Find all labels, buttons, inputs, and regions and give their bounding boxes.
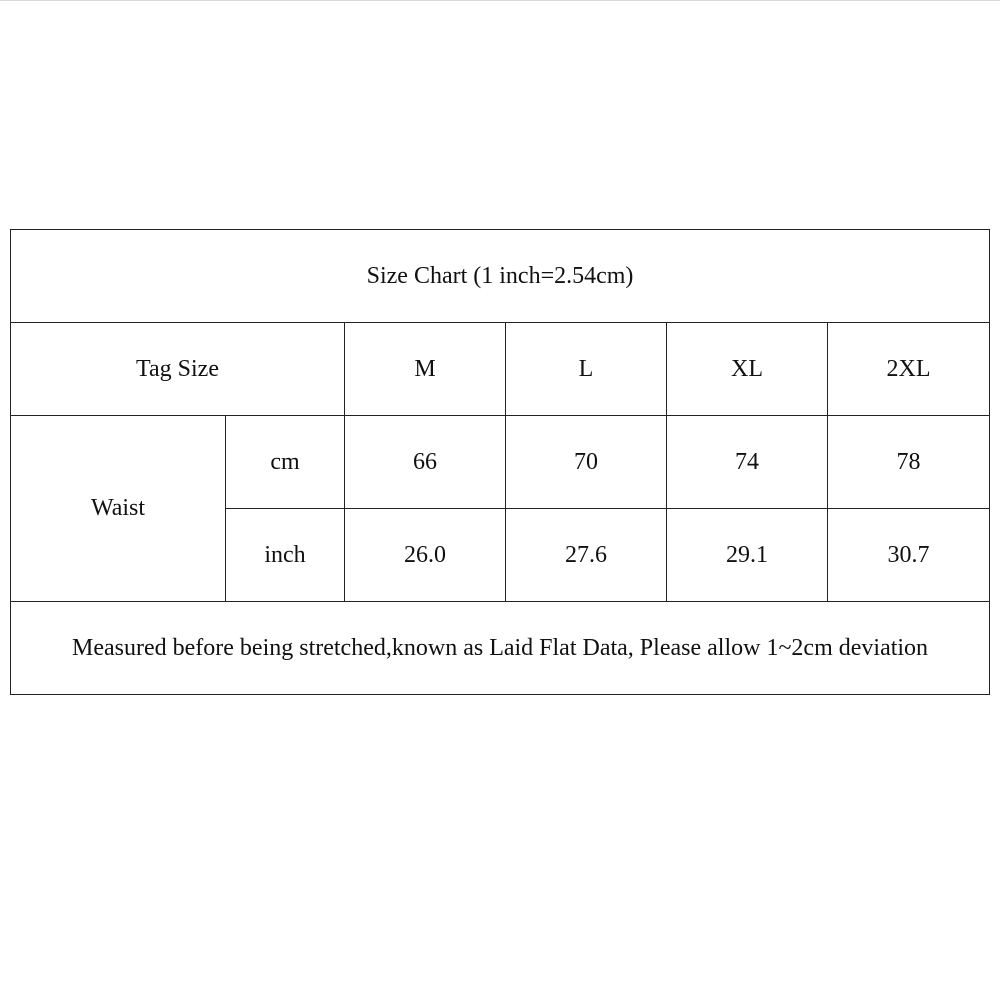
waist-label: Waist	[11, 416, 226, 602]
waist-cm-m: 66	[345, 416, 506, 509]
tag-size-row	[11, 323, 990, 416]
note-row	[11, 602, 990, 695]
unit-inch-label: inch	[226, 509, 345, 602]
waist-inch-2xl: 30.7	[828, 509, 990, 602]
size-header-l: L	[506, 323, 667, 416]
waist-cm-row	[11, 416, 990, 509]
waist-inch-l: 27.6	[506, 509, 667, 602]
chart-title: Size Chart (1 inch=2.54cm)	[11, 230, 990, 323]
size-header-2xl: 2XL	[828, 323, 990, 416]
waist-cm-xl: 74	[667, 416, 828, 509]
size-header-m: M	[345, 323, 506, 416]
waist-cm-l: 70	[506, 416, 667, 509]
unit-cm-label: cm	[226, 416, 345, 509]
size-header-xl: XL	[667, 323, 828, 416]
tag-size-label: Tag Size	[11, 323, 345, 416]
waist-inch-m: 26.0	[345, 509, 506, 602]
title-row	[11, 230, 990, 323]
measurement-note: Measured before being stretched,known as Laid Flat Data, Please allow 1~2cm deviation	[11, 602, 990, 695]
top-divider	[0, 0, 1000, 1]
size-chart-table	[10, 229, 990, 695]
waist-inch-xl: 29.1	[667, 509, 828, 602]
waist-cm-2xl: 78	[828, 416, 990, 509]
